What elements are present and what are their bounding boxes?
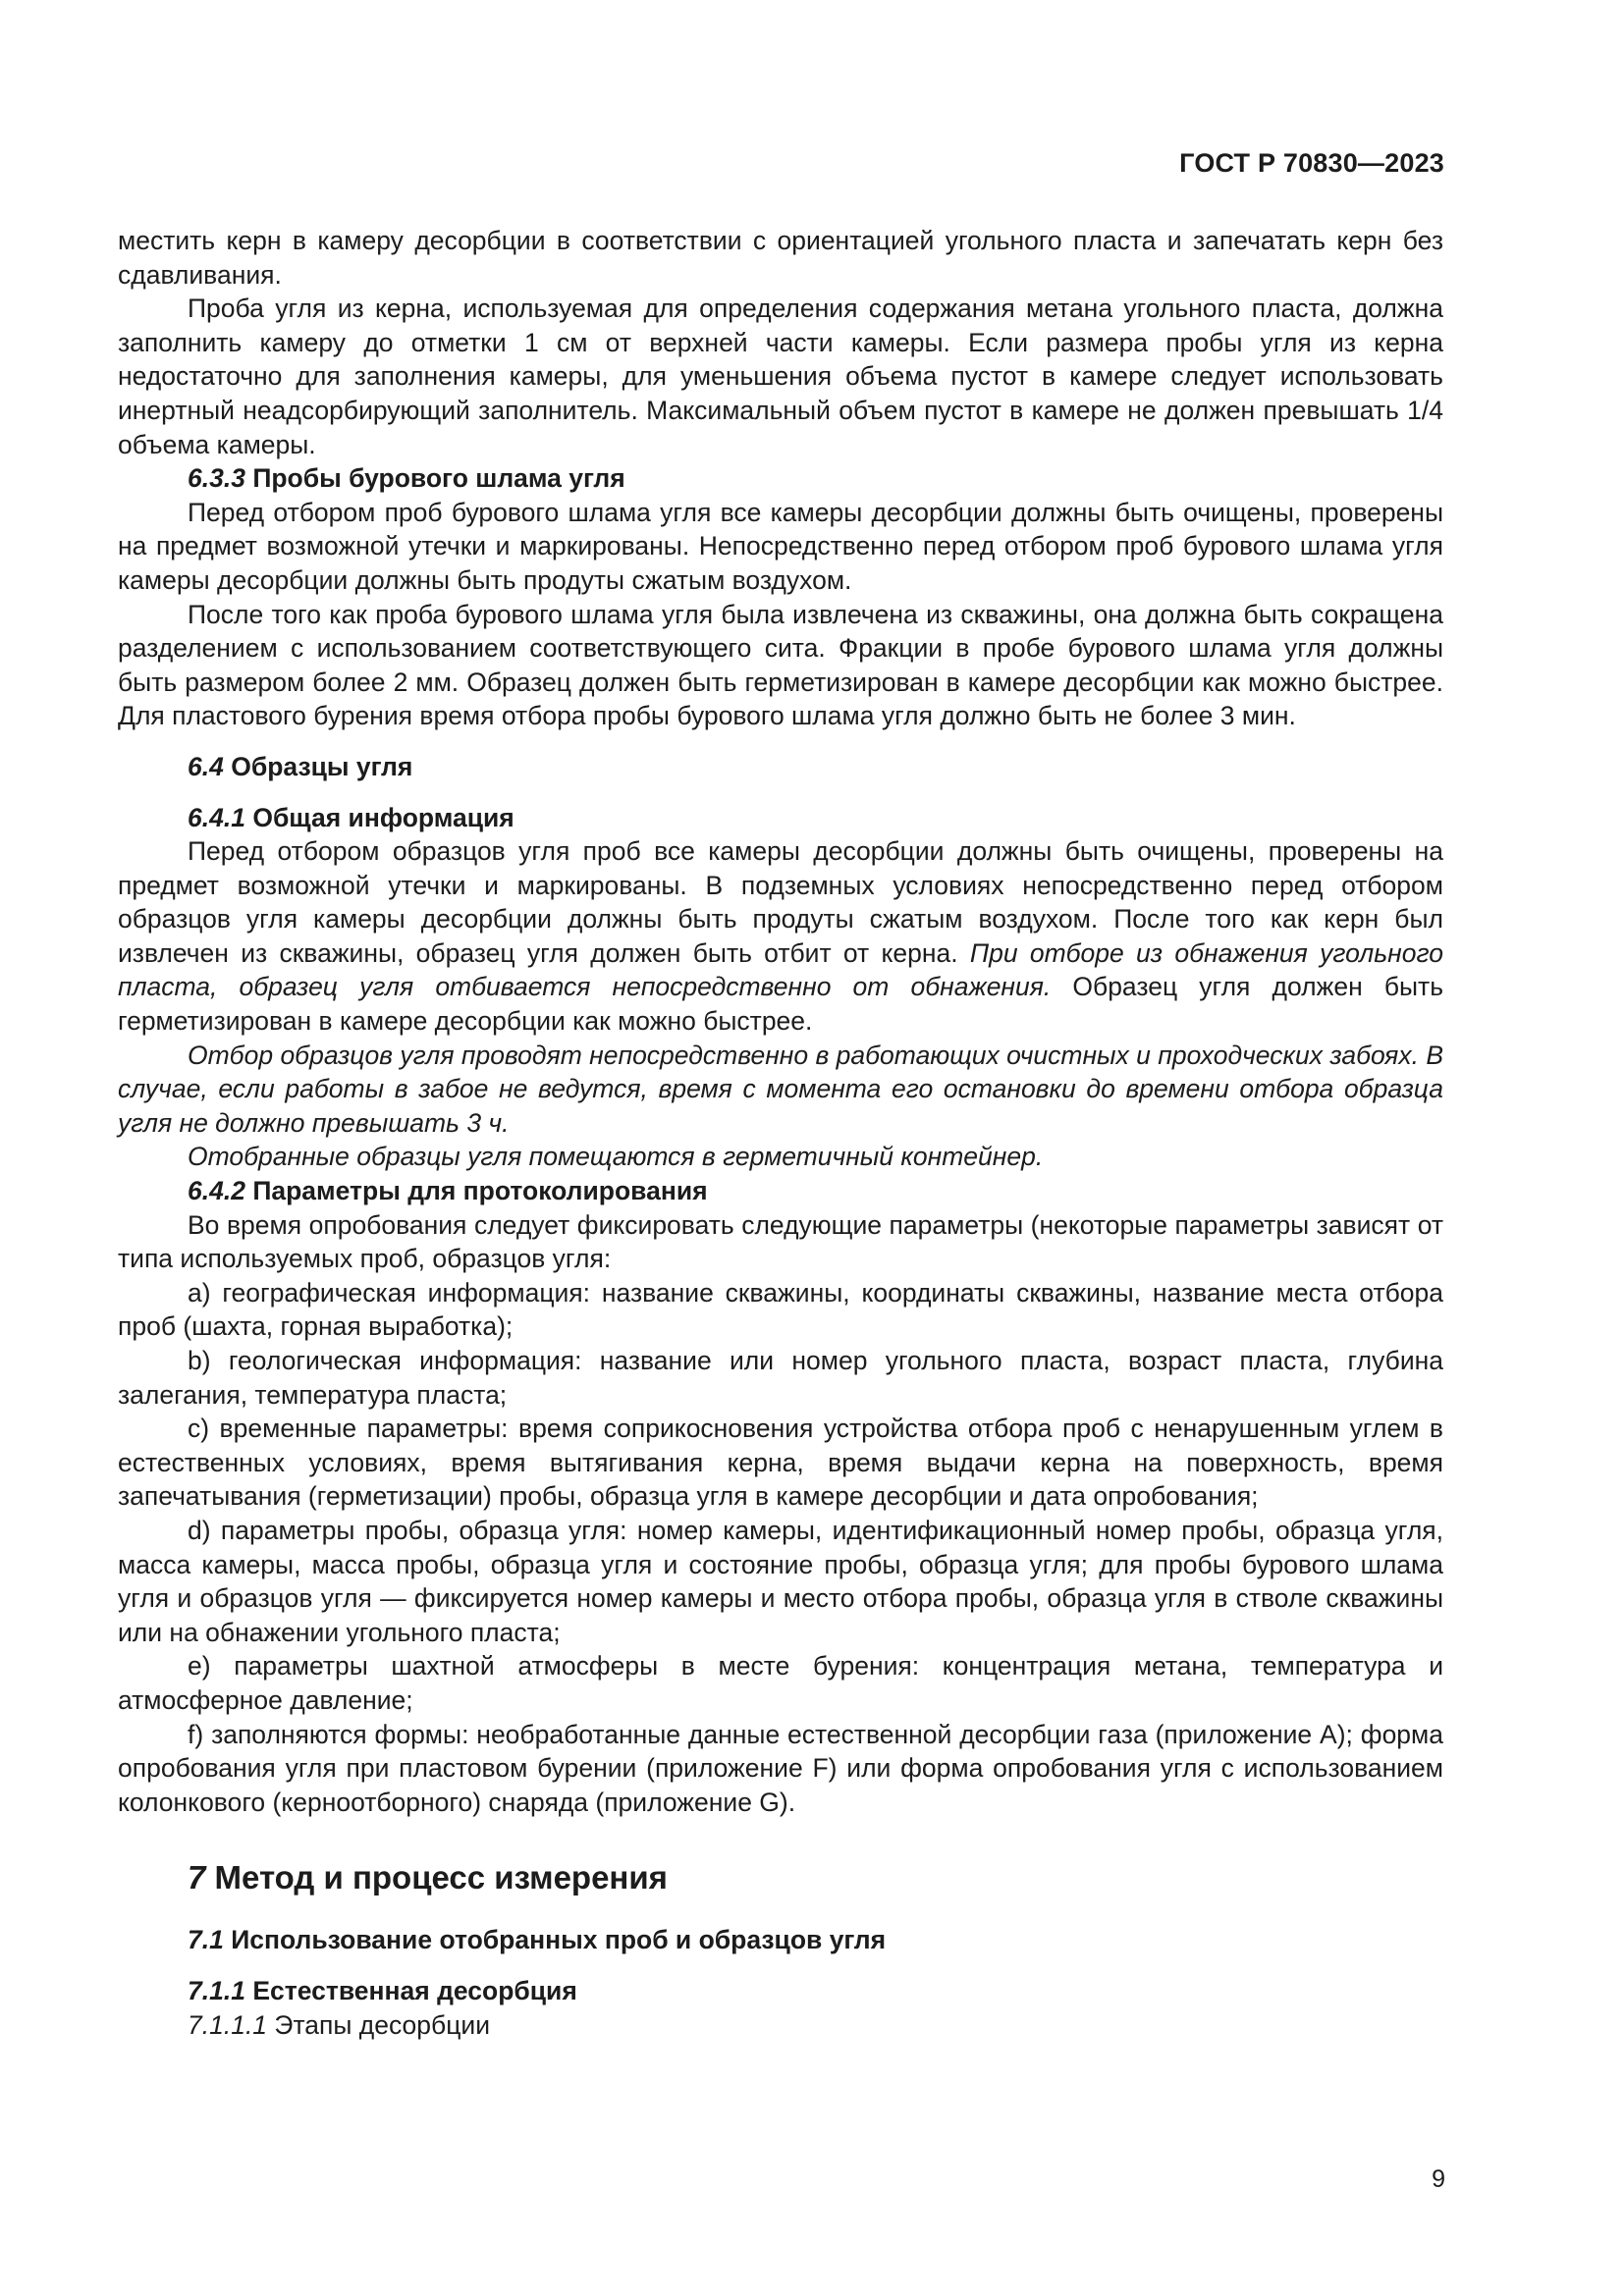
paragraph: местить керн в камеру десорбции в соответствии с ориентацией угольного пласта и запечатать керн без сдавливания. <box>118 226 1443 290</box>
document-body <box>118 224 1443 2042</box>
section-number: 7.1 <box>188 1925 224 1955</box>
standard-code: ГОСТ Р 70830—2023 <box>1179 148 1444 178</box>
text-span: Перед отбором образцов угля проб все камеры десорбции должны быть очищены, проверены на предмет возможной утечки и маркированы. В подземных условиях непосредственно перед отбором образцов угля камеры десорбции должны быть продуты сжатым воздухом. После того как керн был извлечен из скважины, образец угля должен быть отбит от керна. <box>118 836 1443 968</box>
list-item: d) параметры пробы, образца угля: номер камеры, идентификационный номер пробы, образца угля, масса камеры, масса пробы, образца угля и состояние пробы, образца угля; для пробы бурового шлама угля и образцов угля — фиксируется номер камеры и место отбора пробы, образца угля в стволе скважины или на обнажении угольного пласта; <box>118 1515 1443 1647</box>
section-heading-7-1-1 <box>118 1974 1443 2008</box>
section-number: 7 <box>188 1859 206 1896</box>
section-heading-6-4 <box>118 750 1443 784</box>
section-heading-6-3-3 <box>118 461 1443 496</box>
paragraph: Отбор образцов угля проводят непосредственно в работающих очистных и проходческих забоях. В случае, если работы в забое не ведутся, время с момента его остановки до времени отбора образца угля не должно превышать 3 ч. <box>118 1040 1443 1138</box>
section-heading-6-4-1 <box>118 801 1443 835</box>
list-item: a) географическая информация: название скважины, координаты скважины, название места отбора проб (шахта, горная выработка); <box>118 1277 1443 1342</box>
section-heading-7-1-1-1 <box>118 2008 1443 2043</box>
list-item: f) заполняются формы: необработанные данные естественной десорбции газа (приложение А); форма опробования угля при пластовом бурении (приложение F) или форма опробования угля с использованием колонкового (керноотборного) снаряда (приложение G). <box>118 1719 1443 1817</box>
section-number: 7.1.1.1 <box>188 2009 268 2040</box>
section-number: 6.4 <box>188 751 224 781</box>
paragraph: После того как проба бурового шлама угля была извлечена из скважины, она должна быть сокращена разделением с использованием соответствующего сита. Фракции в пробе бурового шлама угля должны быть размером более 2 мм. Образец должен быть герметизирован в камере десорбции как можно быстрее. Для пластового бурения время отбора пробы бурового шлама угля должно быть не более 3 мин. <box>118 599 1443 731</box>
paragraph <box>118 834 1443 1039</box>
list-item: e) параметры шахтной атмосферы в месте бурения: концентрация метана, температура и атмосферное давление; <box>118 1651 1443 1715</box>
section-heading-6-4-2 <box>118 1174 1443 1208</box>
section-title: Образцы угля <box>231 751 413 781</box>
section-heading-7 <box>118 1858 1443 1897</box>
section-title: Пробы бурового шлама угля <box>252 463 625 494</box>
paragraph: Во время опробования следует фиксировать следующие параметры (некоторые параметры зависят от типа используемых проб, образцов угля: <box>118 1209 1443 1274</box>
section-heading-7-1 <box>118 1923 1443 1957</box>
section-title: Этапы десорбции <box>274 2009 490 2040</box>
text-span: Образец угля должен быть герметизирован в камере десорбции как можно быстрее. <box>118 972 1443 1037</box>
section-number: 7.1.1 <box>188 1975 245 2005</box>
italic-text-span: При отборе из обнажения угольного пласта, образец угля отбивается непосредственно от обнажения. <box>118 937 1443 1002</box>
list-item: c) временные параметры: время соприкосновения устройства отбора проб с ненарушенным углем в естественных условиях, время вытягивания керна, время выдачи керна на поверхность, время запечатывания (герметизации) пробы, образца угля в камере десорбции и дата опробования; <box>118 1414 1443 1512</box>
section-number: 6.3.3 <box>188 463 245 494</box>
section-title: Естественная десорбция <box>252 1975 577 2005</box>
paragraph: Перед отбором проб бурового шлама угля все камеры десорбции должны быть очищены, проверены на предмет возможной утечки и маркированы. Непосредственно перед отбором проб бурового шлама угля камеры десорбции должны быть продуты сжатым воздухом. <box>118 497 1443 595</box>
paragraph: Отобранные образцы угля помещаются в герметичный контейнер. <box>188 1142 1044 1172</box>
section-title: Использование отобранных проб и образцов угля <box>231 1925 887 1955</box>
list-item: b) геологическая информация: название или номер угольного пласта, возраст пласта, глубина залегания, температура пласта; <box>118 1346 1443 1410</box>
section-title: Параметры для протоколирования <box>252 1176 708 1206</box>
section-number: 6.4.1 <box>188 802 245 832</box>
section-number: 6.4.2 <box>188 1176 245 1206</box>
paragraph: Проба угля из керна, используемая для определения содержания метана угольного пласта, должна заполнить камеру до отметки 1 см от верхней части камеры. Если размера пробы угля из керна недостаточно для заполнения камеры, для уменьшения объема пустот в камере следует использовать инертный неадсорбирующий заполнитель. Максимальный объем пустот в камере не должен превышать 1/4 объема камеры. <box>118 294 1443 459</box>
page-number: 9 <box>1432 2165 1445 2193</box>
section-title: Общая информация <box>252 802 514 832</box>
section-title: Метод и процесс измерения <box>214 1859 668 1896</box>
